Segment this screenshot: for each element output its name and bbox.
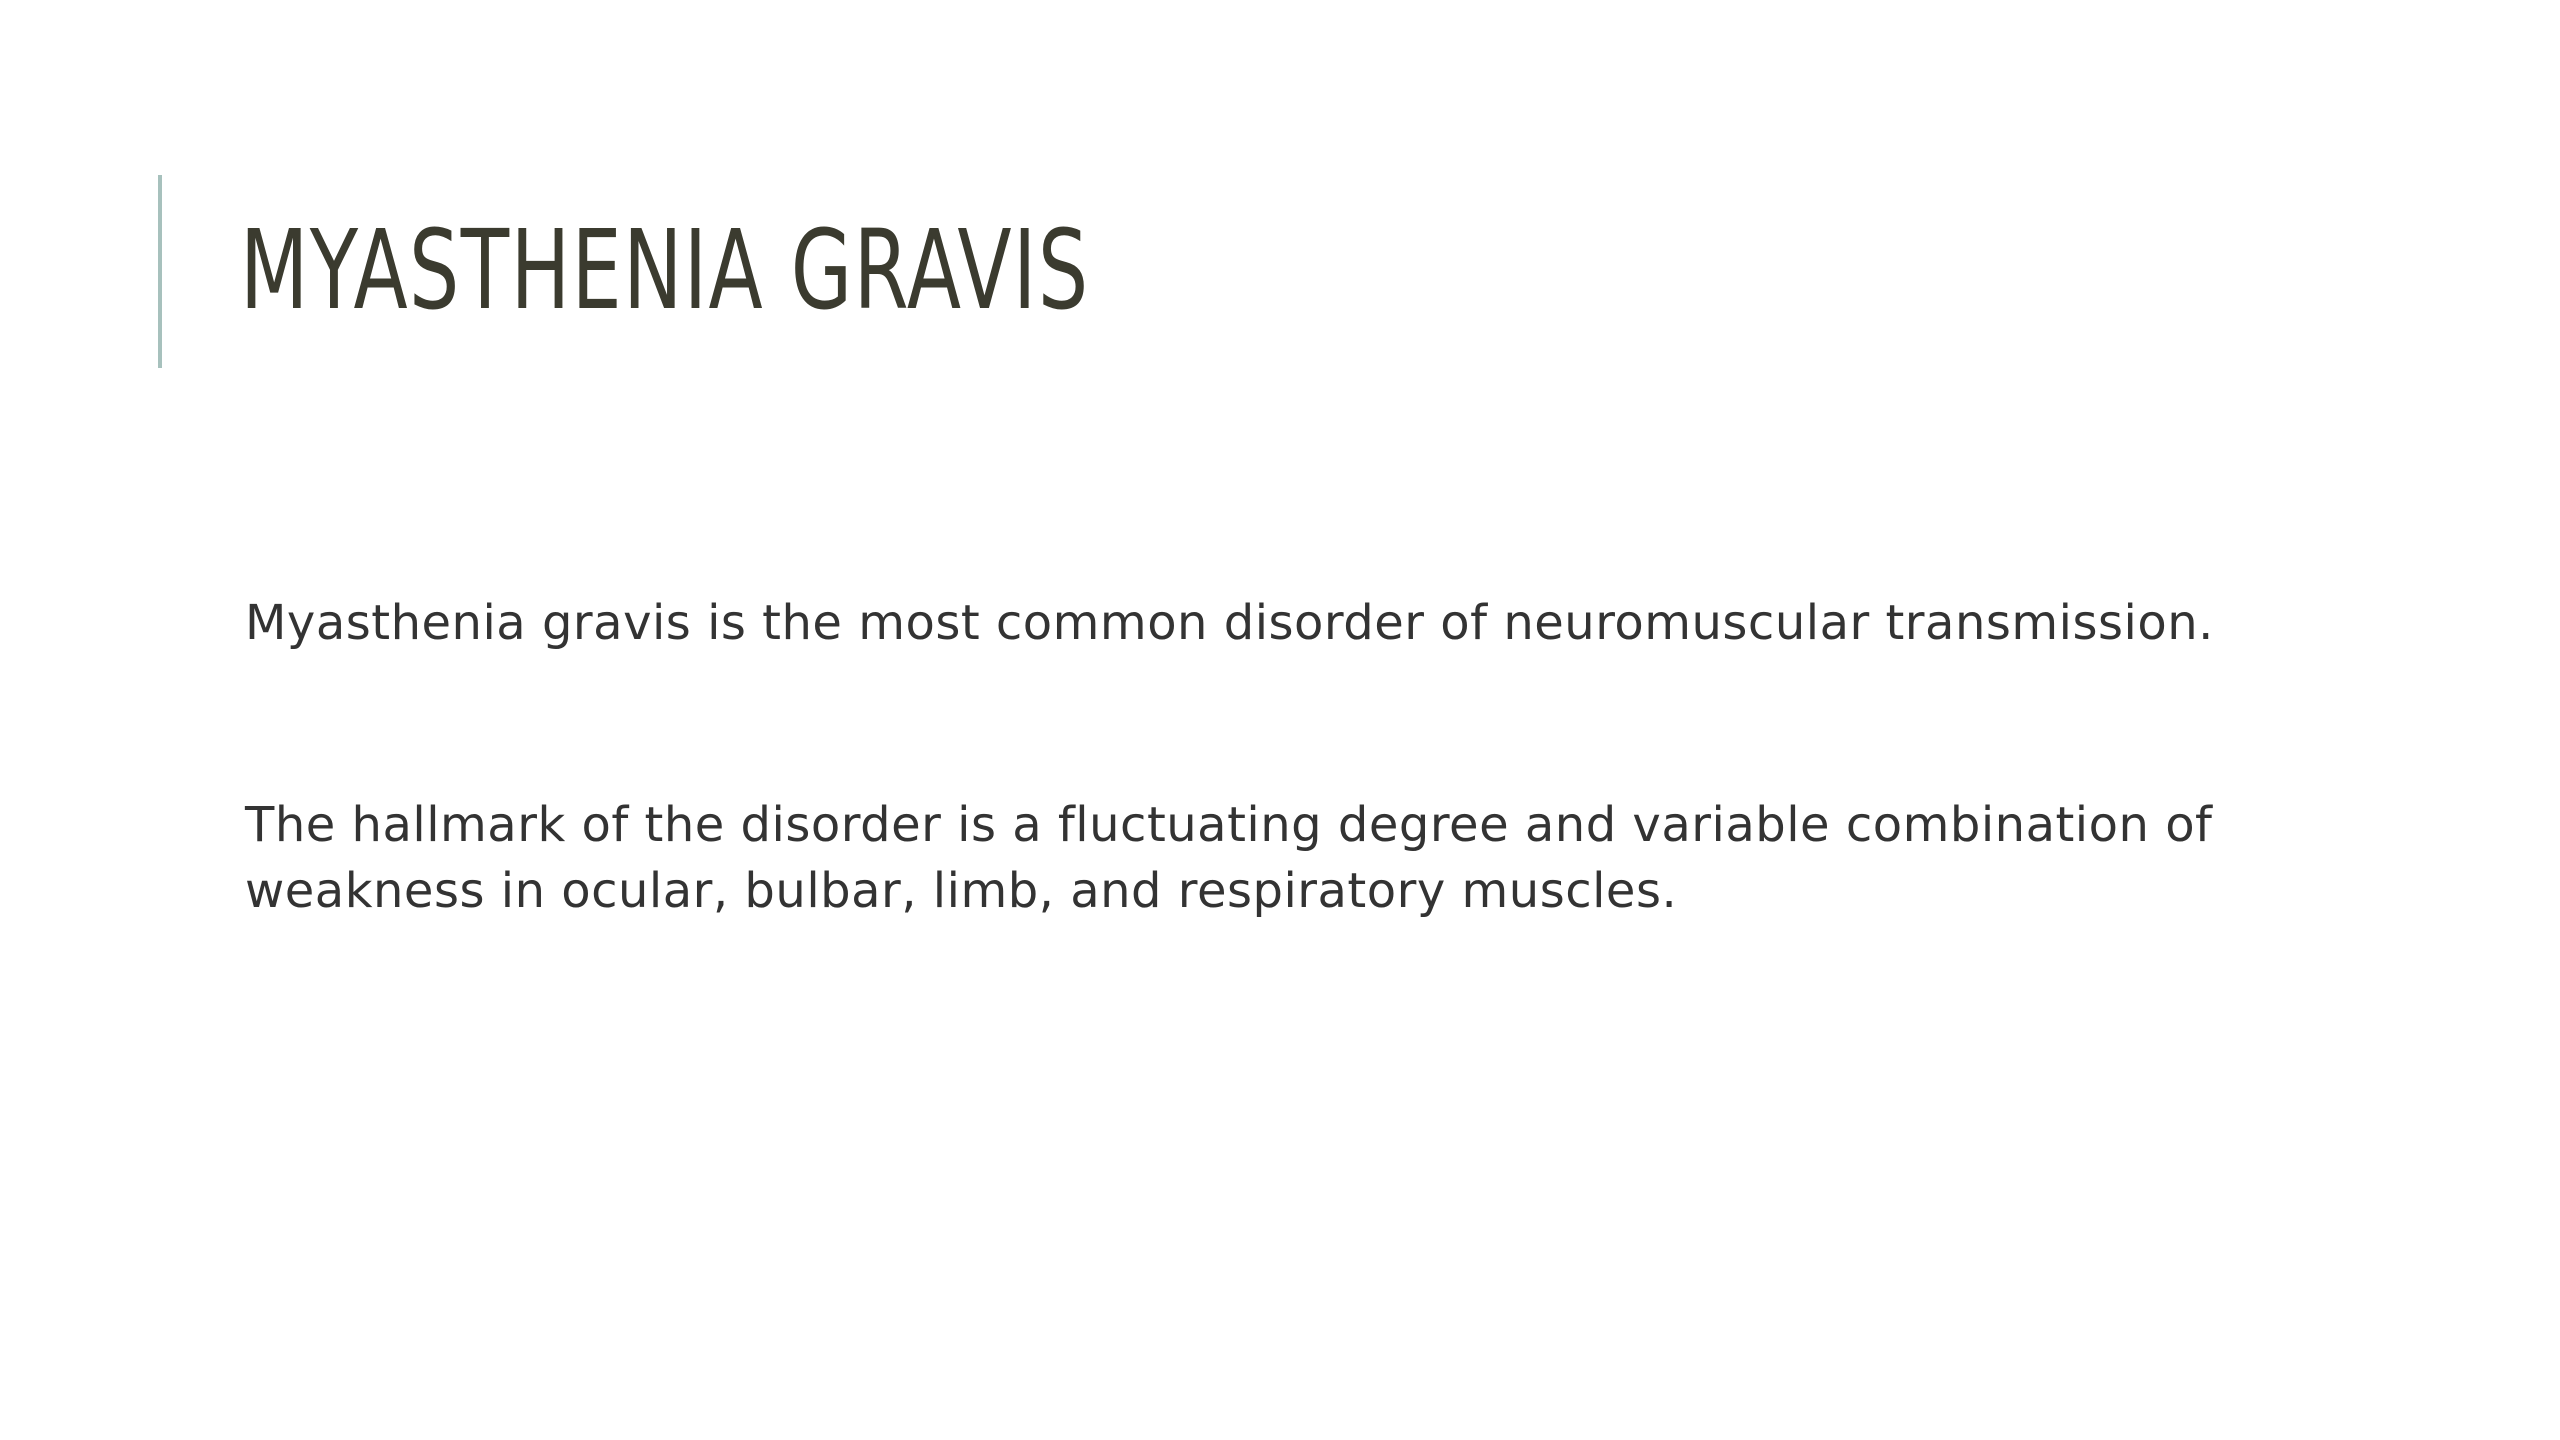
- slide-body: [245, 590, 2245, 1060]
- body-paragraph-2: The hallmark of the disorder is a fluctuating degree and variable combination of weakness in ocular, bulbar, limb, and respiratory muscles.: [245, 797, 2213, 919]
- title-accent-bar: [158, 175, 162, 368]
- slide-title: MYASTHENIA GRAVIS: [240, 206, 1090, 334]
- body-paragraph-1: Myasthenia gravis is the most common disorder of neuromuscular transmission.: [245, 595, 2214, 651]
